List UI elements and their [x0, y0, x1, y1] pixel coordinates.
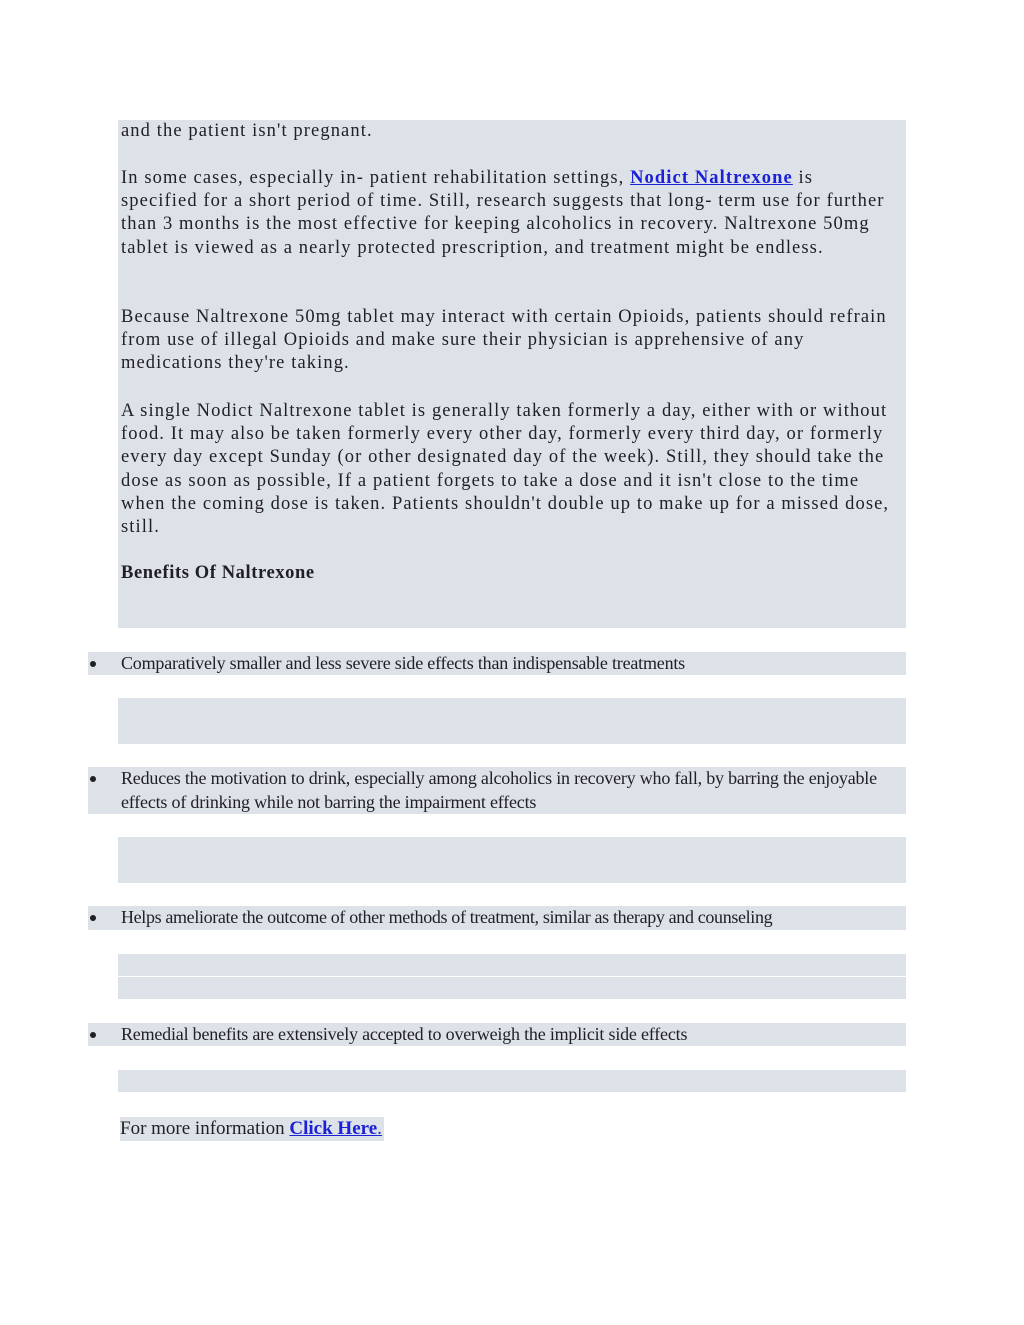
- more-info-text: For more information: [120, 1118, 290, 1139]
- benefits-heading: Benefits Of Naltrexone: [121, 563, 315, 583]
- click-here-link[interactable]: Click Here: [289, 1118, 378, 1139]
- paragraph-interaction: Because Naltrexone 50mg tablet may interact with certain Opioids, patients should refrain from use of illegal Opioids and make sure their physician is apprehensive of any medications they're taking.: [121, 307, 887, 374]
- spacer-block: [118, 954, 906, 976]
- list-item: [88, 906, 906, 930]
- list-item-text: Remedial benefits are extensively accepted to overweigh the implicit side effects: [121, 1024, 688, 1044]
- paragraph-text: In some cases, especially in- patient rehabilitation settings,: [121, 168, 631, 188]
- more-info-suffix: .: [377, 1118, 382, 1139]
- list-item: [88, 1023, 906, 1046]
- bullet-icon: [90, 1032, 96, 1038]
- list-item: [88, 652, 906, 675]
- bullet-icon: [90, 915, 96, 921]
- nodict-naltrexone-link[interactable]: Nodict Naltrexone: [630, 168, 793, 188]
- paragraph-dosage: A single Nodict Naltrexone tablet is generally taken formerly a day, either with or without food. It may also be taken formerly every other day, formerly every third day, or formerly every day except Sunday (or other designated day of the week). Still, they should take the dose as soon as possible, If a patient forgets to take a dose and it isn't close to the time when the coming dose is taken. Patients shouldn't double up to make up for a missed dose, still.: [121, 401, 890, 538]
- list-item-text: Comparatively smaller and less severe side effects than indispensable treatments: [121, 653, 685, 673]
- paragraph-text: is specified for a short period of time. Still, research suggests that long- term use for further than 3 months is the most effective for keeping alcoholics in recovery. Naltrexone 50mg tablet is viewed as a nearly protected prescription, and treatment might be endless.: [121, 168, 885, 258]
- spacer-block: [118, 698, 906, 744]
- more-info-line: [120, 1117, 384, 1141]
- list-item: [88, 767, 906, 814]
- paragraph-pregnancy: and the patient isn't pregnant.: [121, 121, 373, 141]
- list-item-text: Reduces the motivation to drink, especially among alcoholics in recovery who fall, by barring the enjoyable effects of drinking while not barring the impairment effects: [121, 768, 877, 812]
- spacer-block: [118, 837, 906, 883]
- bullet-icon: [90, 776, 96, 782]
- spacer-block: [118, 1070, 906, 1092]
- bullet-icon: [90, 661, 96, 667]
- list-item-text: Helps ameliorate the outcome of other methods of treatment, similar as therapy and counseling: [121, 907, 773, 927]
- paragraph-rehabilitation: [121, 167, 891, 260]
- spacer-block: [118, 977, 906, 999]
